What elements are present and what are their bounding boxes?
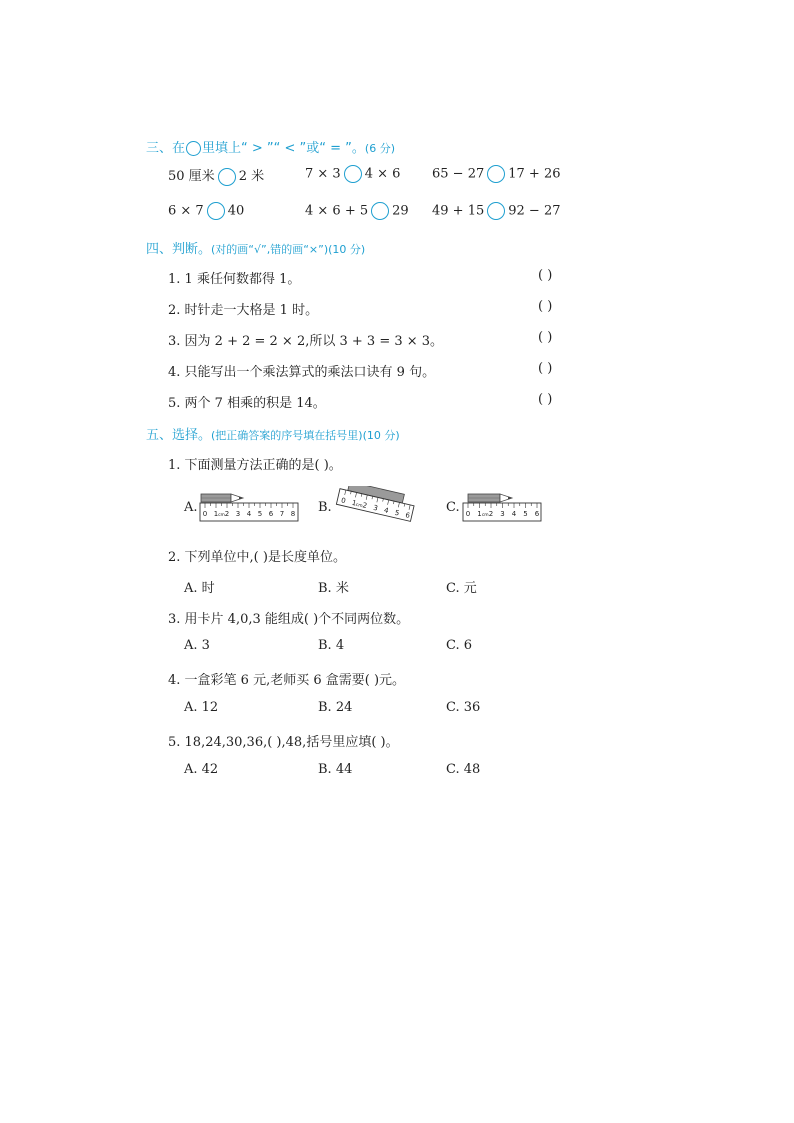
ruler-label: 3 [372,503,379,513]
answer-circle[interactable] [371,202,389,220]
option-a[interactable]: A. 12 [184,700,219,715]
pencil-icon [468,494,512,502]
compare-item [305,202,409,220]
answer-paren[interactable]: ( ) [538,361,553,376]
compare-left: 49 + 15 [432,203,485,219]
option-b[interactable]: B. [318,500,332,515]
compare-left: 4 × 6 + 5 [305,203,369,219]
section4-points: (10 分) [328,243,366,256]
judge-item: 2. 时针走一大格是 1 时。 [168,303,319,318]
section3-points: (6 分) [364,142,395,155]
judge-item: 4. 只能写出一个乘法算式的乘法口诀有 9 句。 [168,365,436,380]
ruler-label: 5 [523,510,528,518]
answer-circle[interactable] [487,202,505,220]
compare-item [432,202,561,220]
section3-heading-b: 里填上“ > ”“ < ”或“ = ”。 [202,141,365,156]
option-b[interactable]: B. 44 [318,762,353,777]
answer-paren[interactable]: ( ) [538,392,553,407]
ruler-label: 1 [351,498,358,508]
ruler-label: 7 [279,510,285,518]
ruler-unit: cm [355,502,364,510]
section4-title: 四、判断。 [146,242,212,257]
option-c[interactable]: C. 36 [446,700,481,715]
pencil-icon [201,494,243,502]
ruler-label: 0 [340,496,347,506]
compare-right: 40 [227,203,245,219]
answer-paren[interactable]: ( ) [538,268,553,283]
compare-item [168,165,264,186]
ruler-label: 4 [383,506,390,516]
option-a[interactable]: A. [184,500,198,515]
ruler-label: 0 [465,510,471,518]
compare-item [168,202,244,220]
answer-paren[interactable]: ( ) [538,299,553,314]
ruler-label: 6 [404,511,411,520]
ruler-b-illustration [335,486,417,528]
choice-question: 4. 一盒彩笔 6 元,老师买 6 盒需要( )元。 [168,673,406,688]
choice-question: 1. 下面测量方法正确的是( )。 [168,458,342,473]
compare-right: 29 [392,203,409,219]
option-a[interactable]: A. 时 [184,581,215,596]
ruler-a-illustration [199,491,301,523]
ruler-label: 2 [361,501,368,511]
option-c[interactable]: C. [446,500,460,515]
ruler-label: 1 [213,510,219,518]
compare-right: 4 × 6 [364,166,401,182]
compare-right: 92 − 27 [508,203,561,219]
answer-circle[interactable] [218,168,236,186]
answer-circle[interactable] [487,165,505,183]
ruler-label: 5 [393,508,401,518]
ruler-unit: cm [481,513,489,518]
option-a[interactable]: A. 3 [184,638,210,653]
choice-question: 3. 用卡片 4,0,3 能组成( )个不同两位数。 [168,612,410,627]
comparison-circle-icon [186,141,201,156]
choice-question: 5. 18,24,30,36,( ),48,括号里应填( )。 [168,735,399,750]
choice-question: 2. 下列单位中,( )是长度单位。 [168,550,346,565]
compare-item [432,165,561,183]
ruler-label: 3 [500,510,505,518]
ruler-label: 5 [257,510,263,518]
ruler-label: 3 [235,510,241,518]
compare-right: 2 米 [238,169,265,184]
ruler-label: 2 [224,510,230,518]
section3-heading-a: 三、在 [146,141,186,156]
option-b[interactable]: B. 4 [318,638,345,653]
ruler-icon [463,503,541,521]
compare-item [305,165,400,183]
judge-item: 3. 因为 2 + 2 = 2 × 2,所以 3 + 3 = 3 × 3。 [168,334,444,349]
compare-right: 17 + 26 [508,166,561,182]
ruler-label: 4 [511,510,517,518]
compare-left: 6 × 7 [168,203,204,219]
answer-circle[interactable] [207,202,225,220]
section5-note: (把正确答案的序号填在括号里) [211,429,363,442]
answer-paren[interactable]: ( ) [538,330,553,345]
section4-note: (对的画“√”,错的画“×”) [211,243,329,256]
option-a[interactable]: A. 42 [184,762,219,777]
ruler-label: 6 [534,510,540,518]
ruler-unit: cm [218,513,225,518]
ruler-label: 0 [202,510,208,518]
judge-item: 5. 两个 7 相乘的积是 14。 [168,396,326,411]
answer-circle[interactable] [344,165,362,183]
judge-item: 1. 1 乘任何数都得 1。 [168,272,301,287]
ruler-label: 1 [477,510,482,518]
ruler-icon [200,503,298,521]
ruler-label: 4 [246,510,252,518]
compare-left: 7 × 3 [305,166,341,182]
ruler-label: 8 [290,510,296,518]
section5-heading [146,424,400,443]
ruler-c-illustration [462,491,544,523]
option-c[interactable]: C. 6 [446,638,473,653]
option-c[interactable]: C. 元 [446,581,477,596]
section4-heading [146,238,365,257]
section3-heading [146,137,395,156]
ruler-label: 6 [268,510,274,518]
compare-left: 65 − 27 [432,166,485,182]
option-b[interactable]: B. 米 [318,581,349,596]
ruler-label: 2 [488,510,494,518]
section5-points: (10 分) [362,429,400,442]
section5-title: 五、选择。 [146,428,212,443]
option-b[interactable]: B. 24 [318,700,353,715]
compare-left: 50 厘米 [168,169,215,184]
option-c[interactable]: C. 48 [446,762,481,777]
